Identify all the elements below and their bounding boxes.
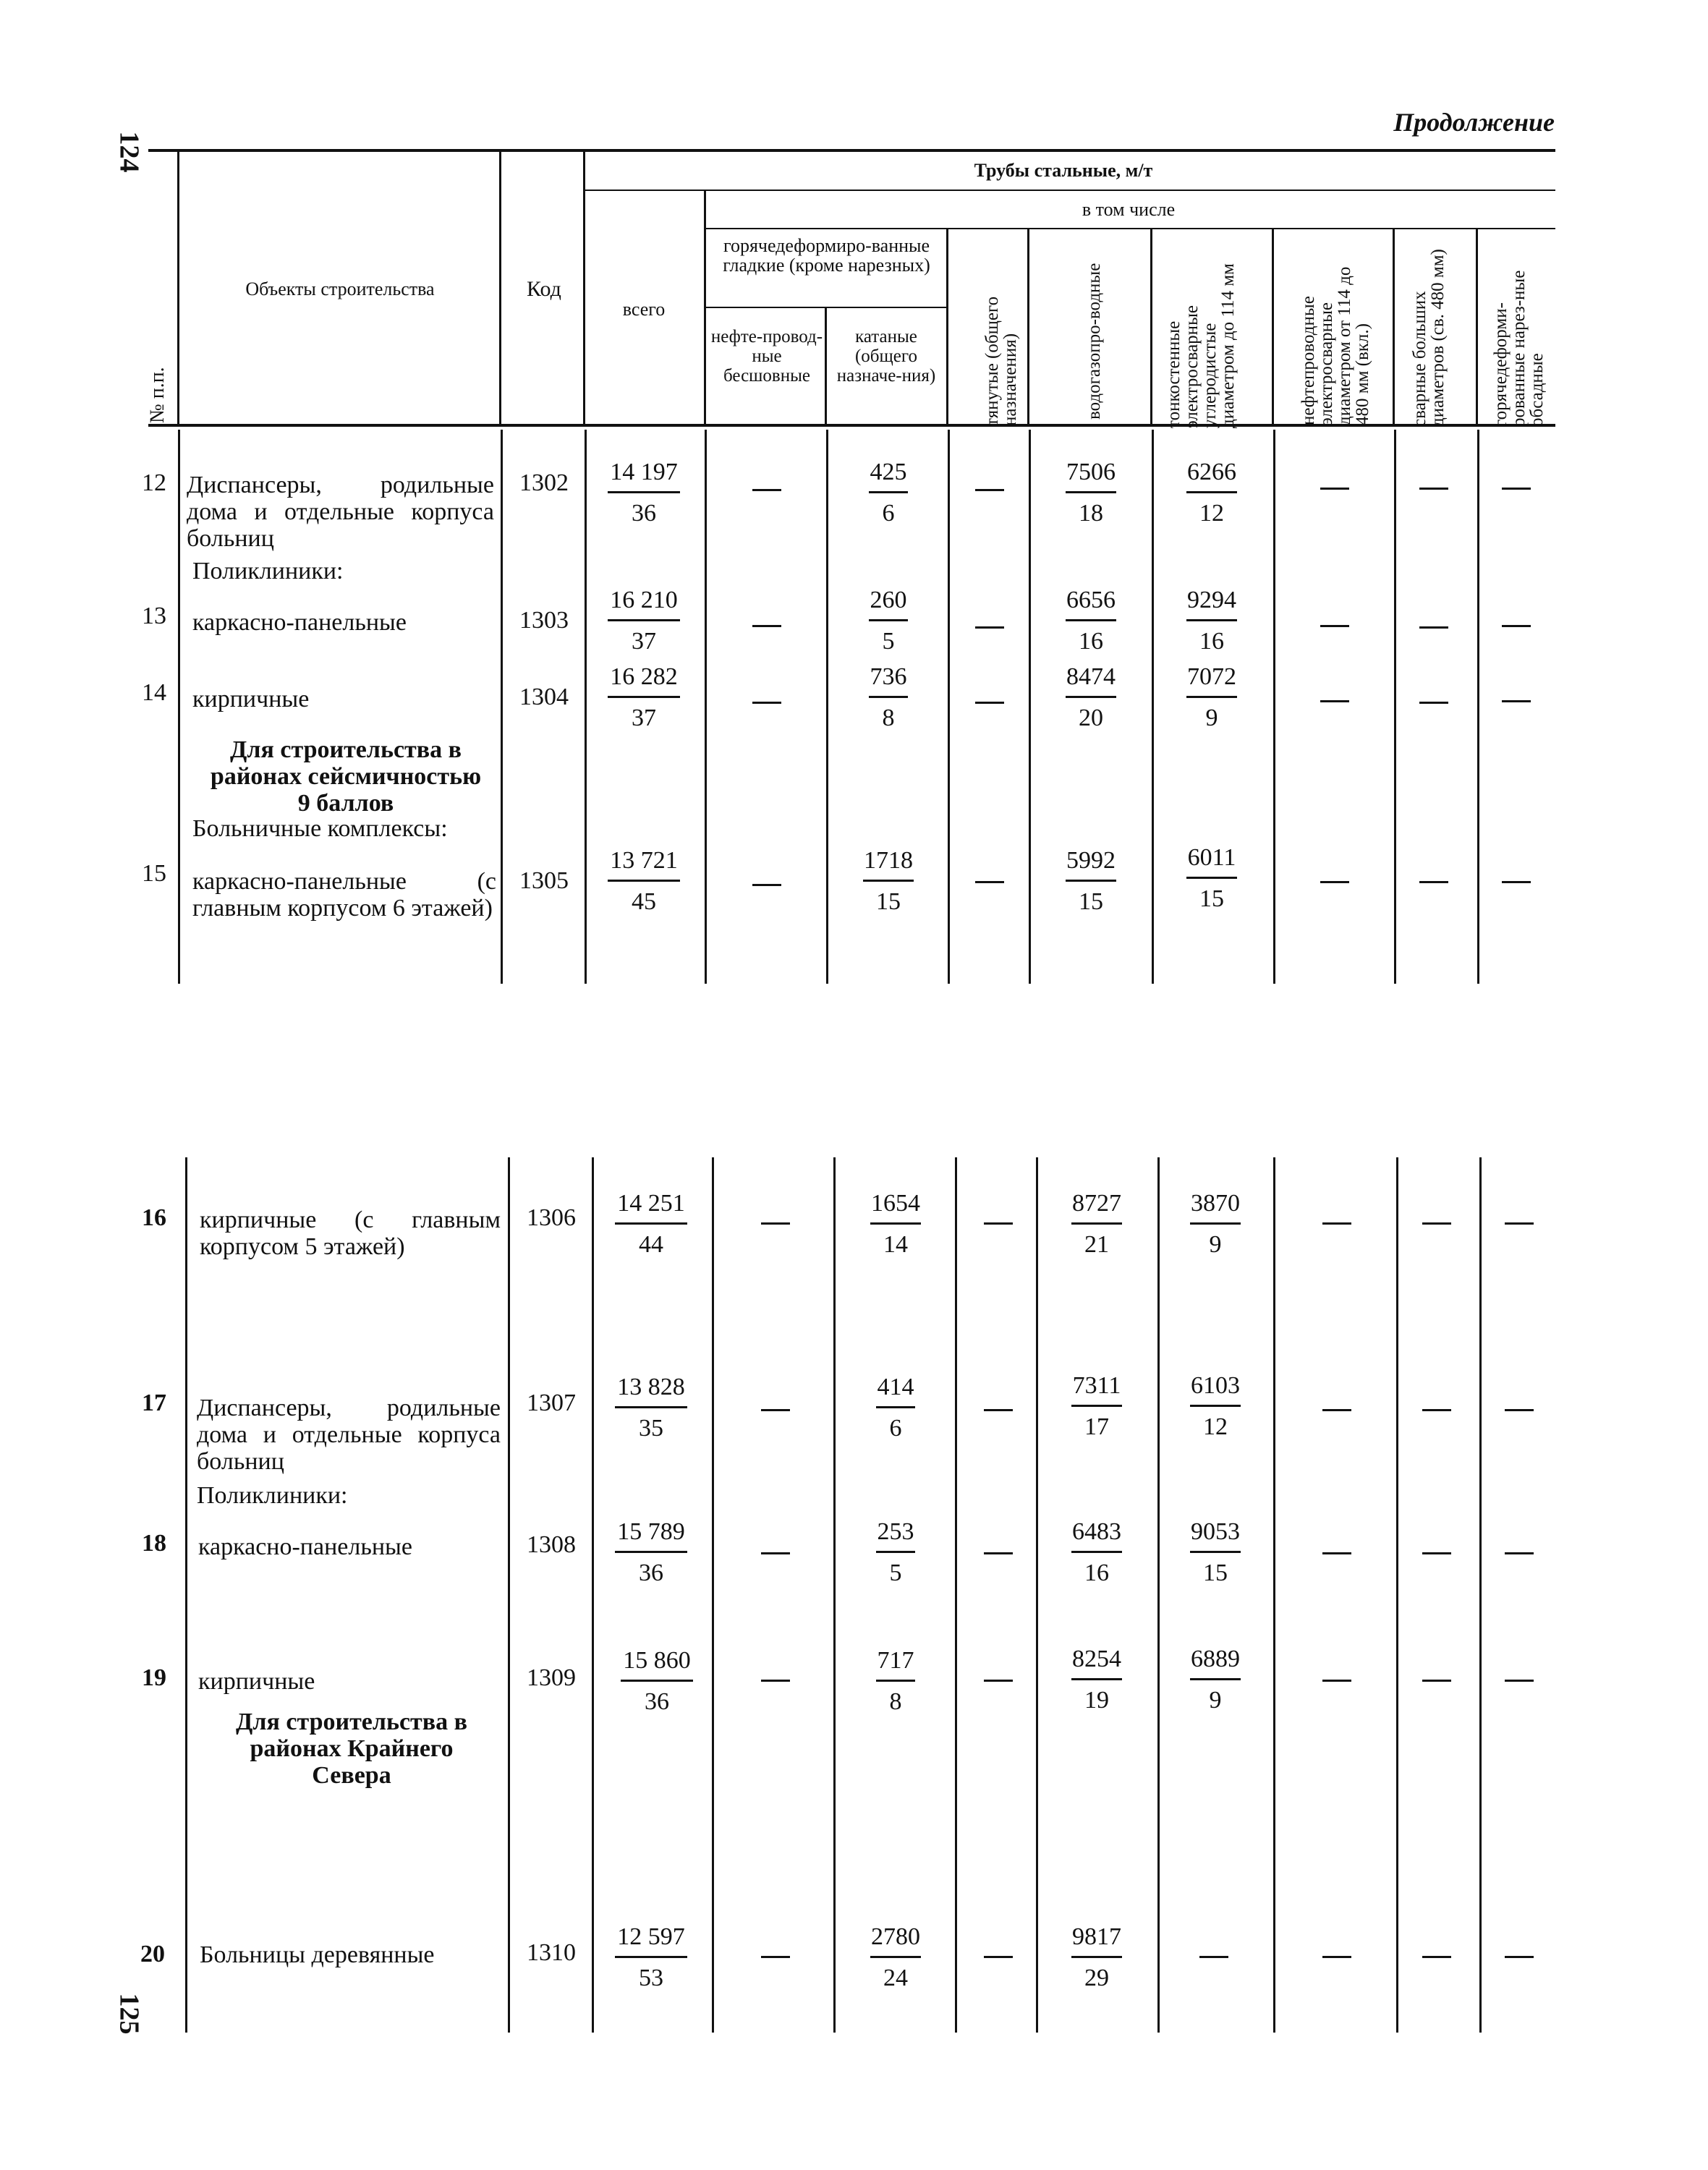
water-gas-value: 8254: [1072, 1646, 1121, 1672]
group-label: Поликлиники:: [197, 1482, 348, 1509]
total-weight: 44: [639, 1231, 663, 1258]
row-number: 12: [142, 469, 166, 496]
row-rolled: [852, 1924, 939, 1991]
thin-wall-value: 6103: [1191, 1372, 1240, 1399]
water-gas-weight: 16: [1079, 628, 1103, 655]
dash: [761, 1222, 790, 1225]
rolled-weight: 8: [882, 705, 895, 731]
row-water-gas: [1053, 1191, 1140, 1258]
header-vline: [825, 307, 827, 424]
total-value: 15 860: [623, 1647, 691, 1674]
row-total: [608, 1374, 694, 1442]
row-thin-wall: [1172, 1519, 1259, 1586]
dash: [761, 1552, 790, 1554]
header-total: всего: [622, 299, 666, 320]
body-vline: [1036, 1157, 1038, 2033]
group-label: Поликлиники:: [192, 558, 344, 584]
rolled-value: 253: [877, 1518, 914, 1545]
thin-wall-value: 6011: [1187, 844, 1236, 871]
row-total: [608, 1191, 694, 1258]
dash: [1505, 1956, 1534, 1958]
dash: [984, 1409, 1013, 1411]
thin-wall-weight: 9: [1209, 1687, 1222, 1714]
row-rolled: [852, 1191, 939, 1258]
row-code: 1305: [519, 867, 569, 894]
water-gas-value: 6483: [1072, 1518, 1121, 1545]
row-thin-wall: [1168, 664, 1255, 731]
row-total: [608, 1924, 694, 1991]
row-thin-wall: [1168, 845, 1255, 912]
thin-wall-weight: 12: [1199, 500, 1224, 527]
body-vline: [1157, 1157, 1160, 2033]
total-weight: 45: [632, 888, 656, 915]
total-value: 16 210: [610, 587, 678, 613]
header-oil-seamless: нефте-провод-ные бесшовные: [710, 327, 823, 386]
total-value: 13 721: [610, 847, 678, 874]
row-thin-wall: [1172, 1191, 1259, 1258]
total-weight: 53: [639, 1965, 663, 1991]
body-vline: [1273, 1157, 1275, 2033]
body-vline: [1394, 430, 1396, 984]
rolled-value: 717: [877, 1647, 914, 1674]
body-vline: [185, 1157, 187, 2033]
body-vline: [1396, 1157, 1398, 2033]
dash: [1320, 488, 1349, 490]
row-number: 18: [142, 1530, 166, 1557]
total-value: 12 597: [617, 1923, 685, 1950]
thin-wall-value: 6889: [1191, 1646, 1240, 1672]
dash: [1422, 1409, 1451, 1411]
dash: [752, 884, 781, 886]
total-weight: 37: [632, 705, 656, 731]
body-vline: [592, 1157, 594, 2033]
row-water-gas: [1053, 1646, 1140, 1714]
body-vline: [585, 430, 587, 984]
header-water-gas: водогазопро-водные: [1084, 263, 1104, 420]
dash: [1502, 625, 1531, 627]
header-vline: [177, 152, 179, 424]
rolled-value: 425: [870, 459, 907, 485]
dash: [752, 625, 781, 627]
dash: [1502, 488, 1531, 490]
water-gas-weight: 21: [1084, 1231, 1109, 1258]
header-vline: [1476, 228, 1478, 424]
thin-wall-weight: 9: [1209, 1231, 1222, 1258]
row-code: 1306: [527, 1204, 576, 1231]
rolled-value: 2780: [871, 1923, 920, 1950]
thin-wall-value: 7072: [1187, 663, 1236, 690]
section-heading: Для строительства в районах сейсмичностью 9 баллов: [210, 736, 482, 817]
water-gas-weight: 16: [1084, 1560, 1109, 1586]
rolled-value: 1654: [871, 1190, 920, 1217]
header-hot-threaded: горячедеформи-рованные нарез-ные обсадные: [1491, 270, 1547, 427]
water-gas-value: 9817: [1072, 1923, 1121, 1950]
header-vline: [1027, 228, 1029, 424]
row-rolled: [845, 587, 932, 655]
header-hot-deformed: горячедеформиро-ванные гладкие (кроме нарезных): [723, 235, 930, 276]
water-gas-value: 8474: [1066, 663, 1116, 690]
total-value: 15 789: [617, 1518, 685, 1545]
row-water-gas: [1048, 848, 1134, 915]
dash: [1322, 1680, 1351, 1682]
thin-wall-weight: 12: [1203, 1413, 1228, 1440]
header-vline: [499, 152, 501, 424]
row-code: 1310: [527, 1939, 576, 1966]
body-vline: [1479, 1157, 1482, 2033]
total-value: 13 828: [617, 1374, 685, 1400]
row-thin-wall: [1168, 587, 1255, 655]
rolled-weight: 5: [889, 1560, 902, 1586]
dash: [1322, 1409, 1351, 1411]
row-water-gas: [1048, 587, 1134, 655]
row-code: 1307: [527, 1390, 576, 1416]
row-code: 1308: [527, 1531, 576, 1558]
body-vline: [712, 1157, 714, 2033]
row-water-gas: [1053, 1519, 1140, 1586]
total-weight: 37: [632, 628, 656, 655]
row-code: 1302: [519, 469, 569, 496]
total-weight: 36: [632, 500, 656, 527]
header-vline: [1272, 228, 1274, 424]
header-including-rule: [705, 228, 1555, 229]
header-pipes: Трубы стальные, м/т: [974, 160, 1153, 181]
dash: [984, 1956, 1013, 1958]
row-object-name: кирпичные (с главным корпусом 5 этажей): [200, 1207, 501, 1260]
header-objects: Объекты строительства: [245, 278, 435, 299]
row-rolled: [852, 1374, 939, 1442]
header-pipes-rule: [585, 190, 1555, 191]
dash: [1505, 1222, 1534, 1225]
row-water-gas: [1048, 664, 1134, 731]
header-vline: [583, 152, 585, 424]
dash: [1320, 625, 1349, 627]
group-label: Больничные комплексы:: [192, 815, 448, 842]
water-gas-value: 7311: [1072, 1372, 1121, 1399]
row-code: 1309: [527, 1664, 576, 1691]
dash: [975, 626, 1004, 629]
water-gas-weight: 18: [1079, 500, 1103, 527]
dash: [1320, 700, 1349, 702]
dash: [975, 881, 1004, 883]
header-vline: [946, 228, 948, 424]
body-vline: [1152, 430, 1154, 984]
row-object-name: каркасно-панельные: [192, 609, 407, 636]
dash: [1422, 1222, 1451, 1225]
right-page-number: 125: [114, 1993, 145, 2035]
body-vline: [955, 1157, 957, 2033]
row-thin-wall: [1168, 459, 1255, 527]
total-weight: 36: [645, 1688, 669, 1715]
row-total: [600, 587, 687, 655]
dash: [1422, 1680, 1451, 1682]
header-drawn: тянутые (общего назначения): [982, 296, 1020, 426]
rolled-weight: 5: [882, 628, 895, 655]
row-number: 14: [142, 679, 166, 706]
header-including: в том числе: [1082, 199, 1176, 220]
rolled-value: 260: [870, 587, 907, 613]
dash: [975, 702, 1004, 704]
water-gas-weight: 17: [1084, 1413, 1109, 1440]
row-total: [608, 1519, 694, 1586]
rolled-weight: 6: [882, 500, 895, 527]
dash: [761, 1956, 790, 1958]
thin-wall-value: 9294: [1187, 587, 1236, 613]
dash: [984, 1680, 1013, 1682]
water-gas-value: 8727: [1072, 1190, 1121, 1217]
dash: [975, 489, 1004, 491]
rolled-value: 1718: [864, 847, 913, 874]
water-gas-weight: 20: [1079, 705, 1103, 731]
total-value: 14 251: [617, 1190, 685, 1217]
row-number: 17: [142, 1390, 166, 1416]
row-number: 20: [140, 1941, 165, 1967]
row-object-name: каркасно-панельные: [198, 1533, 412, 1560]
water-gas-weight: 29: [1084, 1965, 1109, 1991]
dash: [984, 1222, 1013, 1225]
dash: [1502, 881, 1531, 883]
row-water-gas: [1053, 1924, 1140, 1991]
dash: [1419, 626, 1448, 629]
row-rolled: [845, 459, 932, 527]
header-thin-wall: тонкостенные электросварные углеродистые диаметром до 114 мм: [1164, 263, 1238, 428]
thin-wall-weight: 15: [1203, 1560, 1228, 1586]
header-code: Код: [527, 277, 561, 301]
water-gas-value: 7506: [1066, 459, 1116, 485]
row-object-name: Диспансеры, родильные дома и отдельные корпуса больниц: [197, 1395, 501, 1475]
thin-wall-weight: 9: [1205, 705, 1218, 731]
water-gas-weight: 19: [1084, 1687, 1109, 1714]
header-rolled: катаные (общего назначе-ния): [836, 327, 936, 386]
dash: [1322, 1552, 1351, 1554]
body-vline: [948, 430, 950, 984]
rolled-weight: 15: [876, 888, 901, 915]
rolled-weight: 8: [889, 1688, 902, 1715]
left-page-number: 124: [114, 131, 145, 173]
rolled-value: 736: [870, 663, 907, 690]
row-water-gas: [1048, 459, 1134, 527]
thin-wall-value: 6266: [1187, 459, 1236, 485]
dash: [761, 1409, 790, 1411]
dash: [1419, 881, 1448, 883]
row-total: [613, 1648, 700, 1715]
dash: [1422, 1956, 1451, 1958]
total-weight: 35: [639, 1415, 663, 1442]
row-total: [600, 459, 687, 527]
row-total: [600, 848, 687, 915]
body-vline: [833, 1157, 836, 2033]
row-object-name: кирпичные: [192, 686, 310, 712]
row-thin-wall: [1172, 1646, 1259, 1714]
row-code: 1303: [519, 607, 569, 634]
body-vline: [178, 430, 180, 984]
header-vline: [704, 190, 706, 424]
dash: [1505, 1409, 1534, 1411]
row-rolled: [845, 664, 932, 731]
thin-wall-weight: 15: [1199, 885, 1224, 912]
row-thin-wall: [1172, 1373, 1259, 1440]
body-vline: [705, 430, 707, 984]
dash: [761, 1680, 790, 1682]
header-row-no: № п.п.: [146, 367, 169, 423]
row-object-name: кирпичные: [198, 1668, 315, 1695]
dash: [1320, 881, 1349, 883]
body-vline: [1273, 430, 1275, 984]
row-object-name: Больницы деревянные: [200, 1941, 435, 1968]
section-heading: Для строительства в районах Крайнего Севера: [236, 1709, 467, 1789]
body-vline: [1029, 430, 1031, 984]
row-total: [600, 664, 687, 731]
header-vline: [1150, 228, 1152, 424]
total-value: 14 197: [610, 459, 678, 485]
dash: [1505, 1680, 1534, 1682]
water-gas-weight: 15: [1079, 888, 1103, 915]
header-vline: [1393, 228, 1395, 424]
rolled-weight: 6: [889, 1415, 902, 1442]
header-top-rule: [148, 149, 1555, 152]
continuation-label: Продолжение: [1393, 108, 1555, 137]
row-rolled: [852, 1648, 939, 1715]
dash: [1419, 488, 1448, 490]
row-object-name: Диспансеры, родильные дома и отдельные корпуса больниц: [187, 472, 494, 552]
water-gas-value: 5992: [1066, 847, 1116, 874]
thin-wall-value: 3870: [1191, 1190, 1240, 1217]
dash: [1322, 1222, 1351, 1225]
dash: [1502, 700, 1531, 702]
dash: [752, 702, 781, 704]
total-value: 16 282: [610, 663, 678, 690]
rolled-weight: 14: [883, 1231, 908, 1258]
dash: [1422, 1552, 1451, 1554]
dash: [1505, 1552, 1534, 1554]
dash: [1322, 1956, 1351, 1958]
row-number: 19: [142, 1664, 166, 1691]
row-code: 1304: [519, 684, 569, 710]
row-object-name: каркасно-панельные (с главным корпусом 6 этажей): [192, 868, 496, 922]
header-oil-electro: нефтепроводные электросварные диаметром от 114 до 480 мм (вкл.): [1299, 266, 1372, 425]
thin-wall-weight: 16: [1199, 628, 1224, 655]
dash: [1419, 702, 1448, 704]
dash: [752, 489, 781, 491]
rolled-weight: 24: [883, 1965, 908, 1991]
row-rolled: [852, 1519, 939, 1586]
row-number: 15: [142, 860, 166, 887]
row-water-gas: [1053, 1373, 1140, 1440]
dash: [984, 1552, 1013, 1554]
body-vline: [508, 1157, 510, 2033]
row-rolled: [845, 848, 932, 915]
water-gas-value: 6656: [1066, 587, 1116, 613]
row-number: 16: [142, 1204, 166, 1231]
thin-wall-value: 9053: [1191, 1518, 1240, 1545]
dash: [1199, 1956, 1228, 1958]
row-number: 13: [142, 603, 166, 629]
body-vline: [501, 430, 503, 984]
total-weight: 36: [639, 1560, 663, 1586]
body-vline: [1477, 430, 1479, 984]
body-vline: [826, 430, 828, 984]
header-large-welded: сварные больших диаметров (св. 480 мм): [1410, 249, 1448, 427]
rolled-value: 414: [877, 1374, 914, 1400]
